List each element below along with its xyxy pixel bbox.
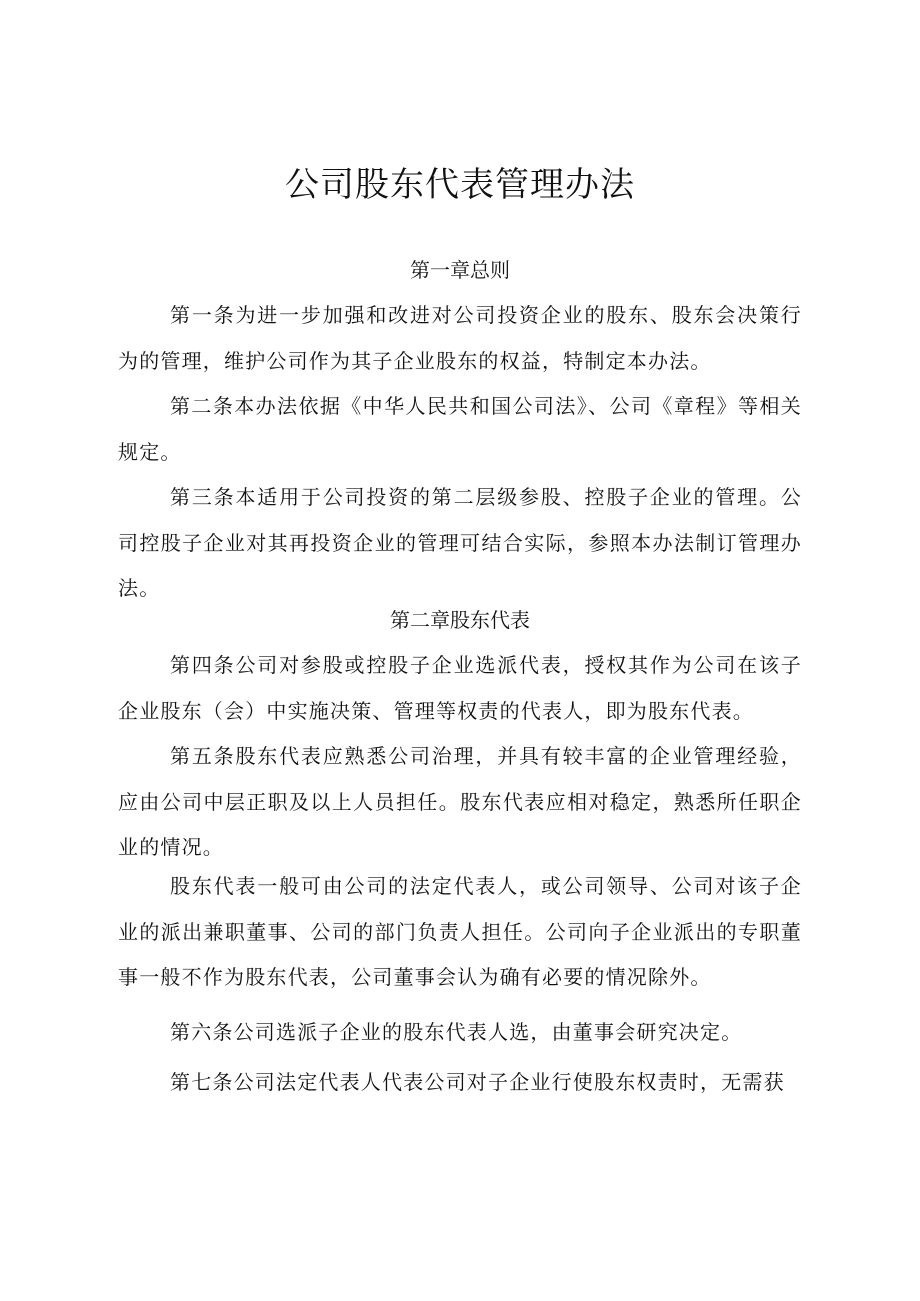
chapter-heading-1: 第一章总则 (410, 258, 510, 282)
article-7: 第七条公司法定代表人代表公司对子企业行使股东权责时，无需获 (170, 1070, 785, 1094)
article-2: 第二条本办法依据《中华人民共和国公司法》、公司《章程》等相关规定。 (118, 394, 802, 464)
document-title: 公司股东代表管理办法 (285, 165, 635, 205)
article-1: 第一条为进一步加强和改进对公司投资企业的股东、股东会决策行为的管理，维护公司作为其子企业股东的权益，特制定本办法。 (118, 303, 802, 373)
article-5: 第五条股东代表应熟悉公司治理，并具有较丰富的企业管理经验，应由公司中层正职及以上人员担任。股东代表应相对稳定，熟悉所任职企业的情况。 (118, 744, 802, 859)
article-4: 第四条公司对参股或控股子企业选派代表，授权其作为公司在该子企业股东（会）中实施决策、管理等权责的代表人，即为股东代表。 (118, 653, 802, 723)
chapter-heading-2: 第二章股东代表 (390, 608, 530, 632)
article-3: 第三条本适用于公司投资的第二层级参股、控股子企业的管理。公司控股子企业对其再投资企业的管理可结合实际，参照本办法制订管理办法。 (118, 485, 802, 600)
article-6: 第六条公司选派子企业的股东代表人选，由董事会研究决定。 (170, 1020, 743, 1044)
article-5-continued: 股东代表一般可由公司的法定代表人，或公司领导、公司对该子企业的派出兼职董事、公司的部门负责人担任。公司向子企业派出的专职董事一般不作为股东代表，公司董事会认为确有必要的情况除外。 (118, 874, 802, 989)
